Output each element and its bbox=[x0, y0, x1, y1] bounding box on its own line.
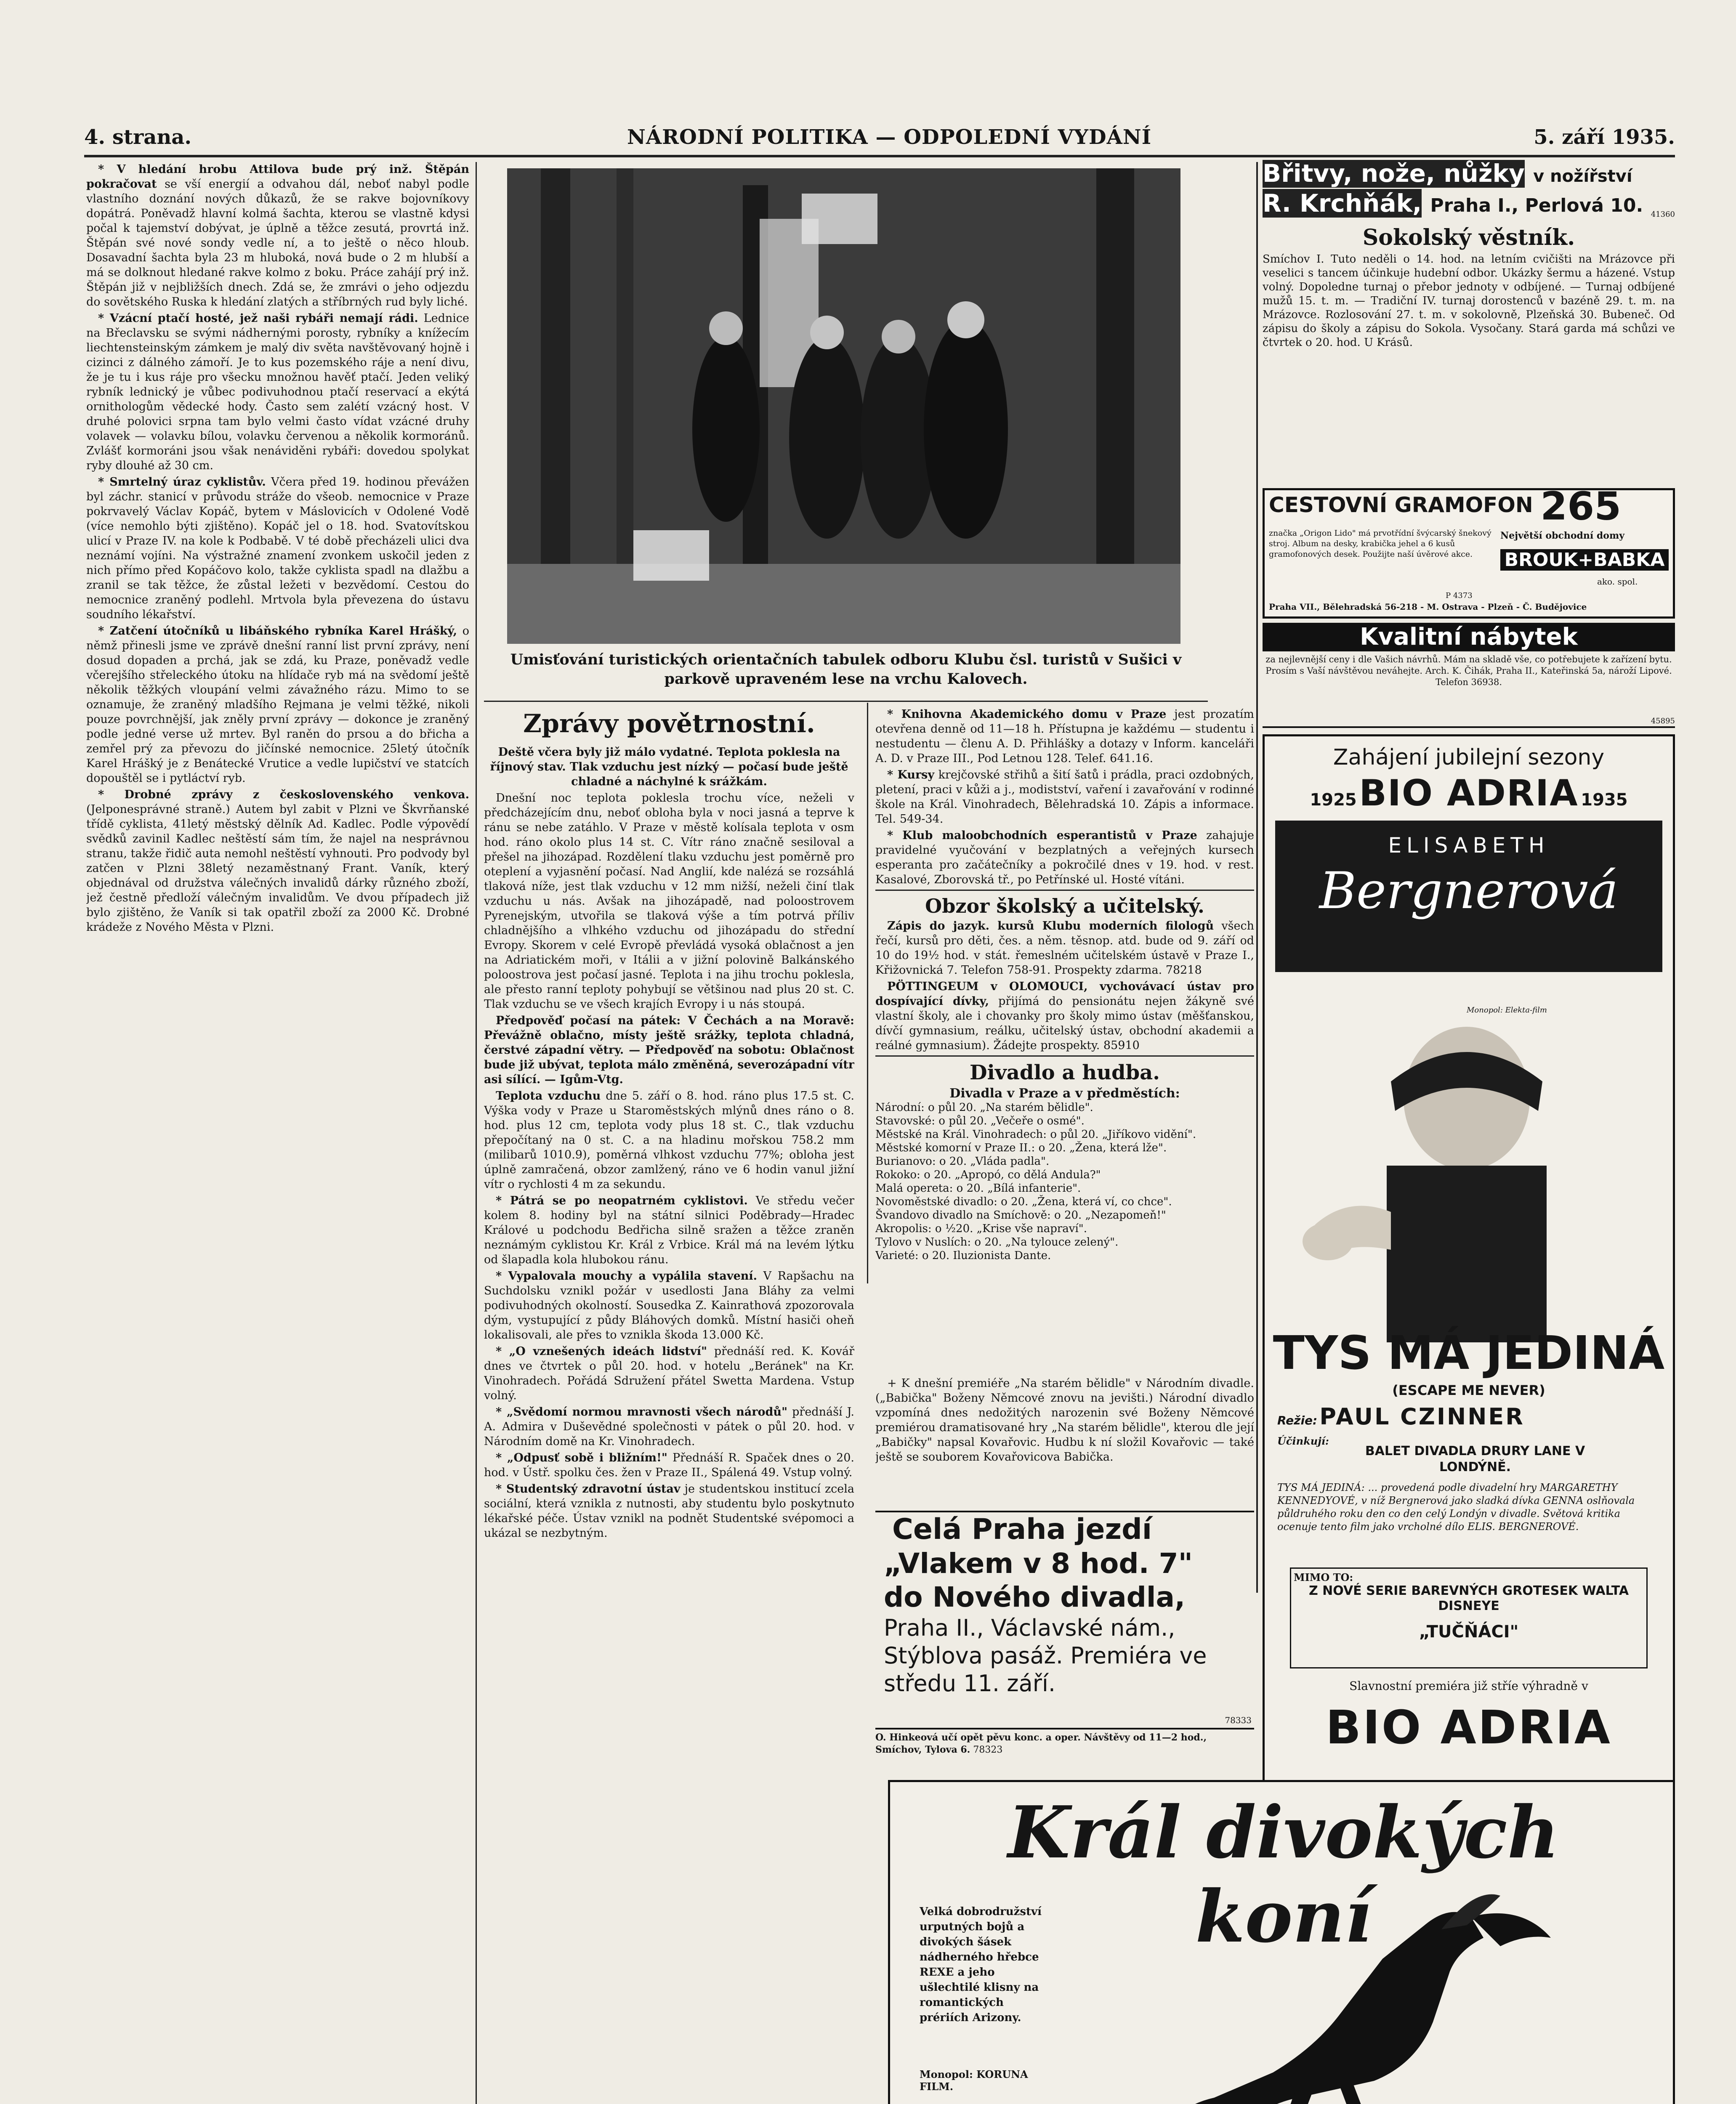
theatre-list-item: Burianovo: o 20. „Vláda padla". bbox=[875, 1155, 1050, 1168]
column-divider-2 bbox=[867, 703, 868, 1283]
theatre-list-item: Malá opereta: o 20. „Bílá infanterie". bbox=[875, 1182, 1081, 1195]
praha-ad-line-3: do Nového divadla, bbox=[884, 1581, 1186, 1613]
praha-ad-number: 78333 bbox=[1225, 1715, 1252, 1725]
weather-lead: Deště včera byly již málo vydatné. Teplota poklesla na říjnový stav. Tlak vzduchu jest nízký — počasí bude ještě chladné a náchylné k srážkám. bbox=[490, 746, 848, 788]
school-notice-1: Zápis do jazyk. kursů Klubu moderních filologů všech řečí, kursů pro děti, čes. a něm. těsnop. atd. bude od 9. září od 10 do 19½ hod. v stát. řemeslném učitelském ústavě v Praze I., Křižovnická 7. Telefon 758-91. Prospekty zdarma. 78218 bbox=[875, 919, 1254, 977]
column-1 bbox=[86, 162, 469, 2104]
photo-bottom-rule bbox=[484, 701, 1208, 702]
school-notice-2: PÖTTINGEUM v OLOMOUCI, vychovávací ústav pro dospívající dívky, přijímá do pensionátu nejen žákyně své vlastní školy, ale i chovanky pro školy mimo ústav (měšťanskou, dívčí gymnasium, reálku, učitelský ústav, obchodní akademii a reálné gymnasium). Žádejte prospekty. 85910 bbox=[875, 980, 1254, 1052]
header-rule bbox=[84, 155, 1675, 157]
article-attila: * V hledání hrobu Attilova bude prý inž. Štěpán pokračovat se vší energií a odvahou dál, neboť nabyl podle vlastního doznání nových důkazů, že se rakve bojovníkovy dopátrá. Poněvadž hlavní kolmá šachta, kterou se vlastně kdysi počal k tajemství dobývat, je úplně a těžce zesutá, provrtá inž. Štěpán své nové sondy vedle ní, a to ještě o něco hloub. Dosavadní šachta byla 23 m hluboká, nová bude o 2 m hlubší a má se dolknout hledané rakve kolmo z boku. Práce zahájí prý inž. Štěpán již v nejbližších dnech. Zdá se, že zmrávi o jeho odjezdu do sovětského Ruska k hledání zlatých a stříbrných rud byly liché. bbox=[86, 163, 469, 308]
article-lednice: * Vzácní ptačí hosté, jež naši rybáři nemají rádi. Lednice na Břeclavsku se svými nádhernými porosty, rybníky a knížecím liechtensteinským zámkem je malý div světa navštěvovaný hojně i cizinci z dálného zámoří. Je to kus pozemského ráje a není divu, že je tu i kus ráje pro všecku množnou havěť ptačí. Jeden veliký rybník lednický je vůbec podivuhodnou ptačí reservací a ekýtá ornithologům vědecké hody. Často sem zalétí vzácný host. V druhé polovici srpna tam bylo velmi často vídat vzácné druhy volavek — volavku bílou, volavku červenou a několik kormoránů. Zvlášť kormoráni jsou však nenáviděni rybáři: dovedou spolykat ryby dlouhé až 30 cm. bbox=[86, 312, 469, 472]
weather-item-cyclist: * Pátrá se po neopatrném cyklistovi. Ve středu večer kolem 8. hodiny byl na státní silnici Poděbrady—Hradec Králové u podchodu Bedřicha silně sražen a těžce zraněn neznámým cyklistou Kr. Král z Vrbice. Král má na levém lýtku od šlapadla kola hlubokou ránu. bbox=[484, 1194, 854, 1266]
tourists-forest-photo bbox=[507, 168, 1180, 644]
kral-divokych-koni-ad: Král divokých koní Velká dobrodružství urputných bojů a divokých šásek nádherného hřebce REXE a jeho ušlechtilé klisny na romantických prériích Arizony. Monopol: KORUNA FILM. bbox=[888, 1780, 1675, 2104]
weather-item-fire: * Vypalovala mouchy a vypálila stavení. V Rapšachu na Suchdolsku vznikl požár v usedlosti Jana Bláhy za velmi podivuhodných okolností. Sousedka Z. Kainrathová zpozorovala dým, vystupující z půdy Bláhových domků. Místní hasiči oheň lokalisovali, ale přes to vznikla škoda 13.000 Kč. bbox=[484, 1270, 854, 1342]
column-2 bbox=[484, 707, 854, 2104]
sokol-text: Smíchov I. Tuto neděli o 14. hod. na letním cvičišti na Mrázovce při veselici s tancem účinkuje hudební odbor. Ukázky šermu a házené. Vstup volný. Dopoledne turnaj o přebor jednoty v odbíjené. — Turnaj odbíjené mužů 15. t. m. — Tradiční IV. turnaj dorostenců v bazéně 29. t. m. na Mrázovce. Rozlosování 27. t. m. v sokolovně, Plzeňská 30. Bubeneč. Od zápisu do školy a zápisu do Sokola. Vysočany. Stará garda má schůzi ve čtvrtek o 20. hod. U Krásů. bbox=[1263, 253, 1675, 349]
praha-ad-line-2: „Vlakem v 8 hod. 7" bbox=[884, 1547, 1193, 1580]
weather-item-lecture-2: * „Svědomí normou mravnosti všech národů" přednáší J. A. Admira v Duševědné společnosti v pátek o půl 20. hod. v Národním domě na Kr. Vinohradech. bbox=[484, 1405, 854, 1448]
praha-ad-line-1: Celá Praha jezdí bbox=[892, 1513, 1152, 1546]
theatre-list-item: Stavovské: o půl 20. „Večeře o osmé". bbox=[875, 1115, 1085, 1127]
britvy-ad: Břitvy, nože, nůžky v nožířství R. Krchňák, Praha I., Perlová 10. 41360 bbox=[1263, 160, 1675, 219]
theatre-list-item: Akropolis: o ½20. „Krise vše napraví". bbox=[875, 1222, 1087, 1235]
theatre-list-item: Národní: o půl 20. „Na starém bělidle". bbox=[875, 1101, 1093, 1114]
weather-title: Zprávy povětrnostní. bbox=[523, 709, 815, 739]
wild-horse-illustration bbox=[1079, 1887, 1627, 2104]
weather-temperature: Teplota vzduchu dne 5. září o 8. hod. ráno plus 17.5 st. C. Výška vody v Praze u Staroměstských mlýnů dnes ráno o 8. hod. plus 12 cm, teplota vody plus 18 st. C., tlak vzduchu přepočítaný na 0 st. C. a na hladinu mořskou 758.2 mm (milibarů 1010.9), poměrná vlhkost vzduchu 77%; obloha jest úplně zamračená, obzor zamlžený, ráno ve 6 hodin vanul jižní vítr o rychlosti 4 m za sekundu. bbox=[484, 1089, 854, 1191]
page-header bbox=[84, 122, 1675, 154]
theatre-list-item: Varieté: o 20. Iluzionista Dante. bbox=[875, 1249, 1051, 1262]
gramofon-ad: CESTOVNÍ GRAMOFON 265 značka „Origon Lido" má prvotřídní švýcarský šnekový stroj. Album na desky, krabička jehel a 6 kusů gramofonových desek. Použijte naší úvěrové akce. P 4373 Největší obchodní domy BROUK+BABKA ako. spol. Praha VII., Bělehradská 56-218 - M. Ostrava - Plzeň - Č. Budějovice bbox=[1263, 488, 1675, 619]
weather-forecast: Předpověď počasí na pátek: V Čechách a na Moravě: Převážně oblačno, místy ještě srážky, teplota chladná, čerstvé západní větry. — Předpověď na sobotu: Oblačnost bude již ubývat, teplota málo změněná, severozápadní vítr asi sílící. — Igům-Vtg. bbox=[484, 1014, 854, 1086]
column-divider-3 bbox=[1256, 162, 1258, 1593]
hinkova-notice: O. Hinkeová učí opět pěvu konc. a oper. Návštěvy od 11—2 hod., Smíchov, Tylova 6. 78323 bbox=[875, 1732, 1207, 1755]
issue-date: 5. září 1935. bbox=[1534, 125, 1675, 149]
praha-ad-line-4: Praha II., Václavské nám., bbox=[884, 1615, 1175, 1641]
school-section-title: Obzor školský a učitelský. bbox=[925, 895, 1204, 917]
praha-ad-line-6: středu 11. září. bbox=[884, 1670, 1056, 1697]
nabytek-ad: Kvalitní nábytek za nejlevnější ceny i dle Vašich návrhů. Mám na skladě vše, co potřebujete k zařízení bytu. Prosím s Vaší návštěvou neváhejte. Arch. K. Čihák, Praha II., Kateřinská 5a, nároží Lipové. Telefon 36938. 45895 bbox=[1263, 623, 1675, 728]
bio-adria-ad: Zahájení jubilejní sezony 1925 BIO ADRIA 1935 ELISABETH Bergnerová Monopol: Elekta-film TYS MÁ JEDINÁ (ESCAPE ME NEVER) Režie: PAUL CZINNER Účinkují: BALET DIVADLA DRURY LANE V LONDÝNĚ. TYS MÁ JEDINÁ: ... provedená podle divadelní hry MARGARETHY KENNEDYOVÉ, v níž Bergnerová jako sladká dívka GENNA oslňovala půldruhého roku den co den celý Londýn v divadle. Světová kritika ocenuje tento film jako vrcholné dílo ELIS. BERGNEROVÉ. MIMO TO: Z NOVÉ SERIE BAREVNÝCH GROTESEK WALTA DISNEYE „TUČŇÁCI" Slavnostní premiéra již stříe výhradně v BIO ADRIA bbox=[1263, 734, 1675, 1845]
column-divider-1 bbox=[476, 162, 477, 2104]
news-photo bbox=[507, 168, 1180, 644]
theatre-subtitle: Divadla v Praze a v předměstích: bbox=[949, 1086, 1180, 1101]
sokol-title: Sokolský věstník. bbox=[1362, 225, 1575, 250]
library-notice: * Knihovna Akademického domu v Praze jest prozatím otevřena denně od 11—18 h. Přístupna je každému — studentu i nestudentu — členu A. D. Přihlášky a dotazy v Inform. kanceláři A. D. v Praze III., Pod Letnou 128. Telef. 641.16. bbox=[875, 708, 1254, 765]
page-number: 4. strana. bbox=[84, 125, 192, 149]
courses-notice: * Kursy krejčovské střihů a šití šatů i prádla, praci ozdobných, pletení, praci v kůži a j., modistství, vaření i zavařování v rodinné škole na Král. Vinohradech, Bělehradská 10. Zápis a informace. Tel. 549-34. bbox=[875, 768, 1254, 826]
theatre-list-item: Švandovo divadlo na Smíchově: o 20. „Nezapomeň!" bbox=[875, 1209, 1166, 1222]
sokol-section bbox=[1263, 223, 1675, 484]
theatre-section-title: Divadlo a hudba. bbox=[970, 1061, 1160, 1084]
newspaper-title: NÁRODNÍ POLITIKA — ODPOLEDNÍ VYDÁNÍ bbox=[627, 125, 1152, 149]
esperanto-notice: * Klub maloobchodních esperantistů v Praze zahajuje pravidelné vyučování v bezplatných a veřejných kursech esperanta pro začátečníky a pokročilé dnes v 19. hod. v rest. Kasalové, Zborovská tř., po Petřínské ul. Hosté vítáni. bbox=[875, 829, 1254, 886]
actress-banner: ELISABETH Bergnerová bbox=[1275, 821, 1662, 972]
article-venkov: * Drobné zprávy z československého venkova. (Jelponesprávné straně.) Autem byl zabit v Plzni ve Škvrňanské třídě cyklista, 41letý městský dělník Ad. Kadlec. Podle výpovědí svědků zavinil Kadlec neštěstí sám tím, že najel na nesprávnou stranu, takže řidič auta nemohl neštěstí vyhnouti. Pro podvody byl zatčen v Plzni 38letý nezaměstnaný Frant. Vaník, který objednával od družstva válečných invalidů dárky různého zboží, jež čestně předloží válečným invalidům. Ve dvou případech již bylo zjištěno, že Vaník si tak opatřil zboží za 2000 Kč. Drobné krádeže z Nového Města v Plzni. bbox=[86, 788, 469, 934]
theatre-list-item: Městské komorní v Praze II.: o 20. „Žena, která lže". bbox=[875, 1142, 1167, 1154]
weather-item-student-institute: * Studentský zdravotní ústav je studentskou institucí zcela sociální, která vznikla z nutnosti, aby studentu bylo poskytnuto lékařské péče. Ústav vznikl na podnět Studentské svépomoci a ukázal se nezbytným. bbox=[484, 1482, 854, 1540]
actress-portrait bbox=[1265, 1014, 1673, 1342]
theatre-list-item: Tylovo v Nuslích: o 20. „Na tylouce zelený". bbox=[875, 1236, 1119, 1249]
theatre-list bbox=[875, 1101, 1254, 1262]
praha-ad bbox=[875, 1511, 1254, 1729]
article-hrasky: * Zatčení útočníků u libáňského rybníka Karel Hrášký, o němž přinesli jsme ve zprávě dnešní ranní list první zprávy, není dosud dopaden a prchá, jak se zdá, ku Praze, poněvadž vedle včerejšího střeleckého útoku na hlídače ryb má na svědomí ještě několik těžkých vloupání velmi závažného rázu. Mimo to se oznamuje, že zraněný mladšího Rejmana je velmi těžké, nikoli pouze povrchnější, jak zněly první zprávy — dokonce je zraněný podle jedné verse už mrtev. Byl raněn do prsou a do břicha a zemřel prý za převozu do jičínské nemocnice. 25letý útočník Karel Hrášký je z Benátecké Vrutice a vedle lupičství ve statcích dopouštěl se i pytláctví ryb. bbox=[86, 624, 469, 785]
weather-text: Dnešní noc teplota poklesla trochu více, neželi v předcházejícím dnu, neboť obloha byla v noci jasná a teprve k ránu se nebe zatáhlo. V Praze v městě kolísala teplota v osm hod. ráno okolo plus 14 st. C. Vítr ráno značně sesiloval a přešel na jihozápad. Rozdělení tlaku vzduchu jest poměrně pro oteplení a vyjasnění počasí. Nad Anglií, kde nalézá se rozsáhlá tlaková níže, jest tlak vzduchu v 12 mm nižší, neželi činí tlak vzduchu u nás. Avšak na jihozápadě, nad poloostrovem Pyrenejským, utvořila se tlaková výše a tím potrvá příliv chladnějšího a vlhkého vzduchu od jihozápadu do střední Evropy. Skorem v celé Evropě převládá vysoká oblačnost a jen na Adriatickém moři, v Itálii a v jižní polovině Balkánského poloostrova jest počasí jasné. Teplota i na jihu trochu poklesla, ale přesto ranní teploty pohybují se většinou nad plus 20 st. C. Tlak vzduchu se ve všech krajích Evropy i u nás stoupá. bbox=[484, 792, 854, 1011]
weather-item-lecture-1: * „O vznešených ideách lidství" přednáší red. K. Kovář dnes ve čtvrtek o půl 20. hod. v hotelu „Beránek" na Kr. Vinohradech. Pořádá Sdružení přátel Swetta Mardena. Vstup volný. bbox=[484, 1345, 854, 1402]
theatre-list-item: Rokoko: o 20. „Apropó, co dělá Andula?" bbox=[875, 1169, 1101, 1181]
praha-ad-line-5: Stýblova pasáž. Premiéra ve bbox=[884, 1642, 1207, 1669]
theatre-list-item: Novoměstské divadlo: o 20. „Žena, která ví, co chce". bbox=[875, 1195, 1172, 1208]
article-cyclist-death: * Smrtelný úraz cyklistův. Včera před 19. hodinou převážen byl záchr. stanicí v průvodu stráže do všeob. nemocnice v Praze pokrvavelý Václav Kopáč, bytem v Máslovicích v Odolené Vodě (více nemohlo býti zjištěno). Kopáč jel o 18. hod. Svatovítskou ulicí v Praze IV. na kole k Podbabě. V té době přecházeli ulici dva neznámí vojíni. Na výstražné znamení zvonkem uskočil jeden z nich přímo před Kopáčovo kolo, takže cyklista spadl na dlažbu a zranil se tak těžce, že zůstal ležeti v bezvědomí. Cestou do nemocnice zraněný podlehl. Mrtvola byla převezena do ústavu soudního lékařství. bbox=[86, 476, 469, 621]
weather-item-lecture-3: * „Odpusť sobě i bližním!" Přednáší R. Spaček dnes o 20. hod. v Ústř. spolku čes. žen v Praze II., Spálená 49. Vstup volný. bbox=[484, 1451, 854, 1479]
theatre-list-item: Městské na Král. Vinohradech: o půl 20. „Jiříkovo vidění". bbox=[875, 1128, 1196, 1141]
photo-caption: Umisťování turistických orientačních tabulek odboru Klubu čsl. turistů v Sušici v parkově upraveném lese na vrchu Kalovech. bbox=[510, 651, 1182, 688]
premiere-notice: + K dnešní premiéře „Na starém bělidle" v Národním divadle. („Babička" Boženy Němcové znovu na jevišti.) Národní divadlo vzpomíná dnes nedožitých narozenin své Boženy Němcové premiérou dramatisované hry „Na starém bělidle", kterou dle její „Babičky" napsal Kovařovic. Hudbu k ní složil Kovařovic — také ještě se souborem Kovařovicova Babička. bbox=[875, 1377, 1254, 1464]
column-3 bbox=[875, 707, 1254, 1376]
